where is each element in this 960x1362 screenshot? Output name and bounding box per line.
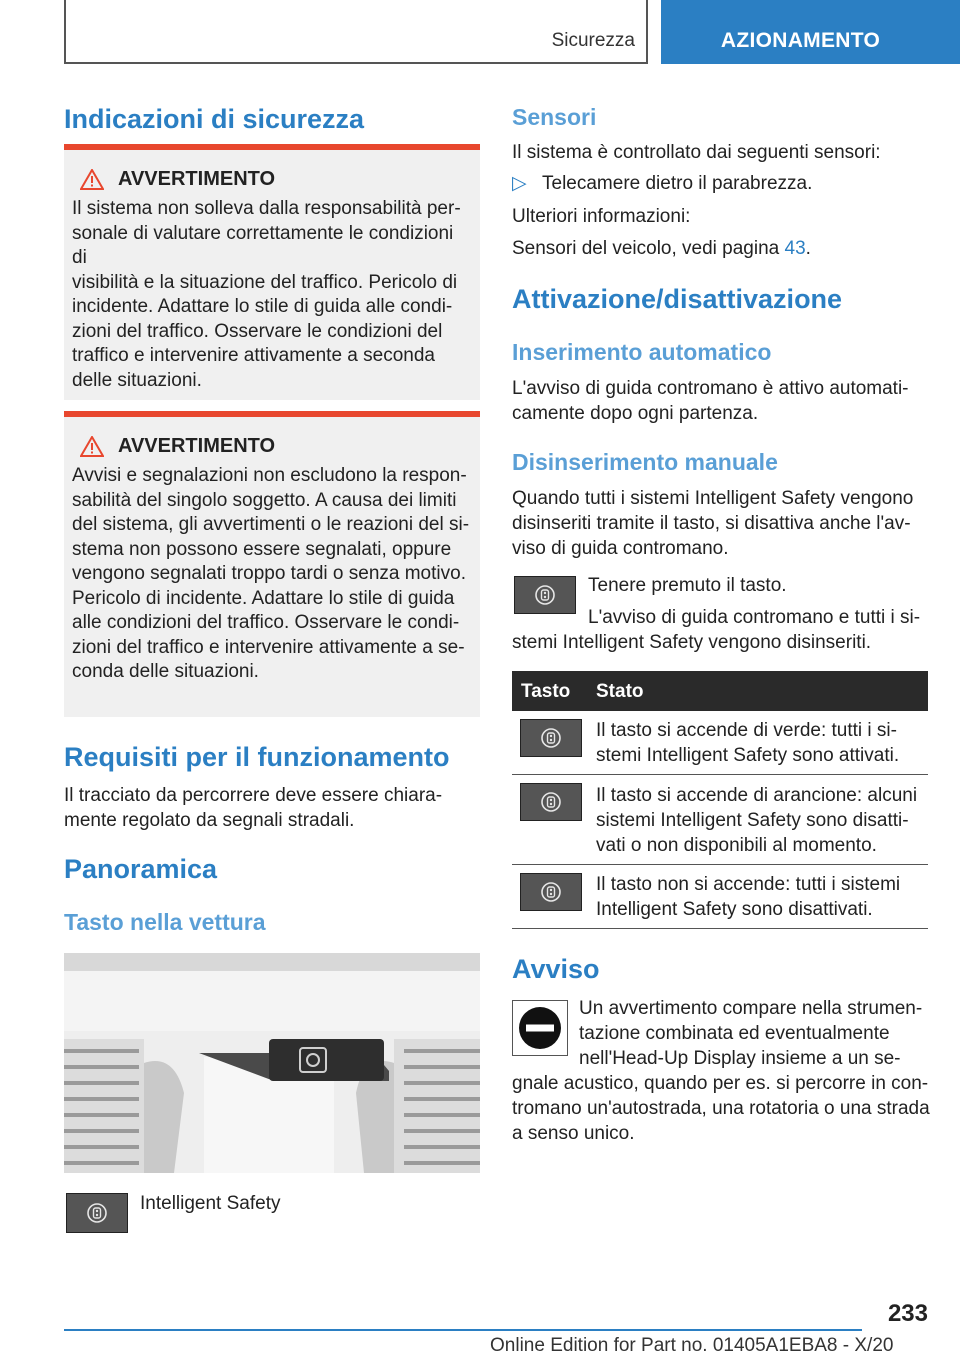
warning-text-indented: Un avvertimento compare nella strumen- tazione combinata ed eventualmente nell'Head-Up Display insieme a un se- — [579, 998, 923, 1069]
section-title-requirements: Requisiti per il funzionamento — [64, 742, 450, 772]
intelligent-safety-key-icon — [520, 719, 582, 757]
dashboard-illustration — [64, 953, 480, 1173]
intelligent-safety-key-icon — [514, 576, 576, 614]
table-row — [512, 775, 928, 865]
header-chapter-label: AZIONAMENTO — [720, 29, 881, 52]
requirements-text: Il tracciato da percorrere deve essere chiara- mente regolato da segnali stradali. — [64, 785, 443, 831]
car-safety-icon — [538, 790, 564, 814]
subsection-title-auto: Inserimento automatico — [512, 339, 772, 365]
intelligent-safety-key-icon — [520, 783, 582, 821]
edition-text: Online Edition for Part no. 01405A1EBA8 - X/20 — [490, 1335, 894, 1356]
subsection-title-sensors: Sensori — [512, 104, 597, 130]
warning-title: AVVERTIMENTO — [118, 435, 276, 457]
subsection-title-button: Tasto nella vettura — [64, 909, 266, 935]
warning-triangle-icon — [80, 436, 104, 457]
no-entry-icon — [517, 1005, 563, 1051]
manual-deactivation-text: Quando tutti i sistemi Intelligent Safety vengono disinseriti tramite il tasto, si disattiva anche l'av- viso di guida contromano. — [512, 488, 914, 559]
car-safety-icon — [538, 726, 564, 750]
hold-result-line2: stemi Intelligent Safety vengono disinseriti. — [512, 632, 872, 653]
section-title-overview: Panoramica — [64, 854, 218, 884]
table-row — [512, 865, 928, 929]
warning-text: Il sistema non solleva dalla responsabilità per- sonale di valutare correttamente le condizioni di visibilità e la situazione del traffico. Pericolo di incidente. Adattare lo stile di guida alle condi- zioni del traffico. Osservare le condizioni del traffico e intervenire attivamente a seconda delle situazioni. — [72, 198, 461, 391]
bullet-arrow-icon: ▷ — [512, 173, 527, 194]
warning-text: Avvisi e segnalazioni non escludono la respon- sabilità del singolo soggetto. A causa dei limiti del sistema, gli avvertimenti o le reazioni del si- stema non possono essere segnalati, oppure vengono segnalati troppo tardi o senza motivo. Pericolo di incidente. Adattare lo stile di guida alle condizioni del traffico. Osservare le condi- zioni del traffico e intervenire attivamente a se- conda delle situazioni. — [72, 465, 470, 682]
section-title-activation: Attivazione/disattivazione — [512, 284, 843, 314]
footer-divider — [64, 1329, 862, 1331]
sensors-intro: Il sistema è controllato dai seguenti sensori: — [512, 142, 881, 163]
car-safety-icon — [538, 880, 564, 904]
warning-box-1 — [64, 144, 480, 400]
hold-result-line1: L'avviso di guida contromano e tutti i si- — [588, 607, 921, 628]
section-title-safety: Indicazioni di sicurezza — [64, 104, 365, 134]
dashboard-photo — [64, 953, 480, 1173]
status-cell: Il tasto non si accende: tutti i sistemi Intelligent Safety sono disattivati. — [596, 874, 901, 920]
subsection-title-manual: Disinserimento manuale — [512, 449, 778, 475]
table-row — [512, 711, 928, 775]
intelligent-safety-key-icon — [520, 873, 582, 911]
warning-text-full: gnale acustico, quando per es. si percorre in con- tromano un'autostrada, una rotatoria o una strada a senso unico. — [512, 1073, 930, 1144]
status-cell: Il tasto si accende di verde: tutti i si- stemi Intelligent Safety sono attivati. — [596, 720, 900, 766]
warning-box-2 — [64, 411, 480, 717]
auto-activation-text: L'avviso di guida contromano è attivo automati- camente dopo ogni partenza. — [512, 378, 909, 424]
key-caption: Intelligent Safety — [140, 1193, 281, 1214]
no-entry-icon-box — [512, 1000, 568, 1056]
car-safety-icon — [532, 583, 558, 607]
further-info-label: Ulteriori informazioni: — [512, 206, 691, 227]
header-chapter-tab[interactable] — [661, 0, 960, 64]
column-header-button: Tasto — [521, 681, 571, 702]
status-table-header — [512, 671, 928, 711]
column-header-status: Stato — [596, 681, 644, 702]
warning-triangle-icon — [80, 169, 104, 190]
car-safety-icon — [84, 1201, 110, 1225]
hold-instruction: Tenere premuto il tasto. — [588, 575, 787, 596]
intelligent-safety-key-icon — [66, 1193, 128, 1233]
sensors-bullet: Telecamere dietro il parabrezza. — [542, 173, 813, 194]
sensors-reference: Sensori del veicolo, vedi pagina 43. — [512, 238, 811, 259]
section-title-warning: Avviso — [512, 954, 600, 984]
page-number: 233 — [887, 1300, 928, 1327]
warning-title: AVVERTIMENTO — [118, 168, 276, 190]
header-section-title: Sicurezza — [551, 30, 635, 51]
page-link[interactable]: 43 — [784, 238, 806, 259]
status-cell: Il tasto si accende di arancione: alcuni sistemi Intelligent Safety sono disatti- vati o non disponibili al momento. — [596, 785, 918, 856]
